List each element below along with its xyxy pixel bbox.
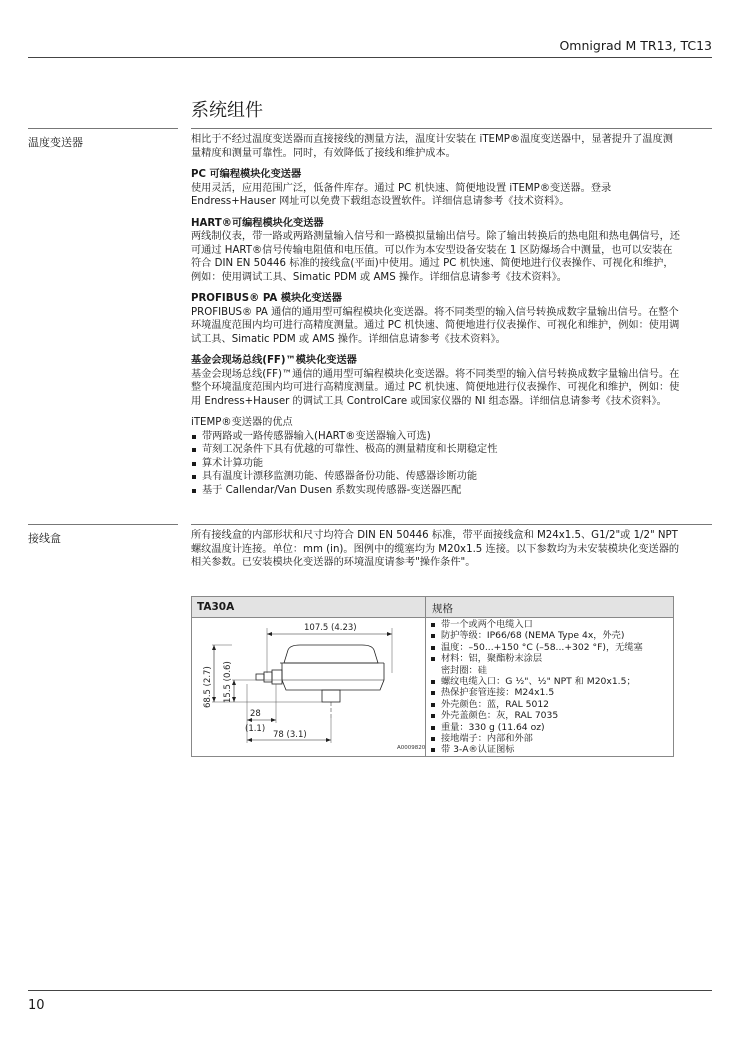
- table-header-spec: 规格: [432, 603, 453, 615]
- table-header-model: TA30A: [197, 601, 235, 613]
- spec-list-2: [430, 676, 670, 756]
- profibus-title: PROFIBUS® PA 模块化变送器: [191, 293, 342, 304]
- transmitter-intro: 相比于不经过温度变送器而直接接线的测量方法，温度计安装在 iTEMP®温度变送器中，显著提升了温度测量精度和测量可靠性。同时，有效降低了接线和维护成本。: [191, 134, 673, 159]
- dim-height-total: 68.5 (2.7): [203, 666, 213, 708]
- list-item: 具有温度计漂移监测功能、传感器备份功能、传感器诊断功能: [191, 470, 681, 484]
- dim-28-in: (1.1): [245, 724, 266, 734]
- transmitter-body: [191, 133, 681, 497]
- hart-title: HART®可编程模块化变送器: [191, 217, 324, 229]
- list-item: 重量：330 g (11.64 oz): [430, 722, 670, 733]
- seal-text: 密封圈：硅: [441, 664, 487, 676]
- dim-28: 28: [250, 709, 261, 719]
- list-item: 带 3-A®认证图标: [430, 744, 670, 755]
- list-item: 带两路或一路传感器输入(HART®变送器输入可选): [191, 430, 681, 444]
- footer-rule: [28, 990, 712, 991]
- advantages-title: iTEMP®变送器的优点: [191, 417, 293, 428]
- transmitter-label: 温度变送器: [28, 136, 83, 149]
- list-item: 带一个或两个电缆入口: [430, 619, 670, 630]
- section-title: 系统组件: [191, 100, 263, 121]
- ta30a-table: [191, 596, 674, 757]
- list-item: 热保护套管连接：M24x1.5: [430, 687, 670, 698]
- table-column-separator: [425, 597, 426, 756]
- document-title: Omnigrad M TR13, TC13: [559, 38, 712, 53]
- ff-title: 基金会现场总线(FF)™模块化变送器: [191, 355, 357, 366]
- dim-width: 107.5 (4.23): [304, 623, 357, 633]
- list-item: 材料：铝，聚酯粉末涂层: [430, 653, 670, 664]
- figure-id: A0009820: [397, 745, 426, 751]
- page-number: 10: [28, 998, 45, 1013]
- list-item: 算术计算功能: [191, 457, 681, 471]
- section-rule-left: [28, 524, 178, 525]
- section-rule-right: [191, 128, 712, 129]
- junction-label: 接线盒: [28, 532, 61, 545]
- spec-list: [430, 619, 670, 665]
- section-rule-right: [191, 524, 712, 525]
- list-item: 苛刻工况条件下具有优越的可靠性、极高的测量精度和长期稳定性: [191, 443, 681, 457]
- list-item: 防护等级：IP66/68 (NEMA Type 4x，外壳): [430, 630, 670, 641]
- dim-height-part: 15.5 (0.6): [223, 661, 233, 703]
- list-item: 螺纹电缆入口：G ½"、½" NPT 和 M20x1.5；: [430, 676, 670, 687]
- junction-box-drawing: [192, 618, 424, 755]
- junction-text: 所有接线盒的内部形状和尺寸均符合 DIN EN 50446 标准，带平面接线盒和 M24x1.5、G1/2"或 1/2" NPT 螺纹温度计连接。单位：mm (in)。图例中的缆塞均为 M20x1.5 连接。以下参数均为未安装模块化变送器的相关参数。已安装模块化变送器的环境温度请参考"操作条件"。: [191, 530, 680, 568]
- section-rule-left: [28, 128, 178, 129]
- list-item: 外壳盖颜色：灰，RAL 7035: [430, 710, 670, 721]
- hart-text: 两线制仪表，带一路或两路测量输入信号和一路模拟量输出信号。除了输出转换后的热电阻和热电偶信号，还可通过 HART®信号传输电阻值和电压值。可以作为本安型设备安装在 1 区防爆场合中测量，也可以安装在符合 DIN EN 50446 标准的接线盒(平面)中使用。通过 PC 机快速、简便地进行仪表操作、可视化和维护，例如：使用调试工具、Simatic PDM 或 AMS 操作。详细信息请参考《技术资料》。: [191, 231, 680, 283]
- pc-title: PC 可编程模块化变送器: [191, 169, 302, 180]
- spec-list-container: [430, 619, 670, 756]
- list-item: 基于 Callendar/Van Dusen 系数实现传感器-变送器匹配: [191, 484, 681, 498]
- ff-text: 基金会现场总线(FF)™通信的通用型可编程模块化变送器。将不同类型的输入信号转换成数字量输出信号。在整个环境温度范围内均可进行高精度测量。通过 PC 机快速、简便地进行仪表操作、可视化和维护，例如：使用 Endress+Hauser 的调试工具 ControlCare 或国家仪器的 NI 组态器。详细信息请参考《技术资料》。: [191, 368, 680, 407]
- pc-text: 使用灵活，应用范围广泛，低备件库存。通过 PC 机快速、简便地设置 iTEMP®变送器。登录 Endress+Hauser 网址可以免费下载组态设置软件。详细信息请参考《技术资料》。: [191, 182, 612, 207]
- profibus-text: PROFIBUS® PA 通信的通用型可编程模块化变送器。将不同类型的输入信号转换成数字量输出信号。在整个环境温度范围内均可进行高精度测量。通过 PC 机快速、简便地进行仪表操作、可视化和维护，例如：使用调试工具、Simatic PDM 或 AMS 操作。详细信息请参考《技术资料》。: [191, 306, 680, 345]
- header-rule: [28, 57, 712, 58]
- list-item: 外壳颜色：蓝，RAL 5012: [430, 699, 670, 710]
- dim-78: 78 (3.1): [273, 730, 307, 740]
- list-item: 接地端子：内部和外部: [430, 733, 670, 744]
- list-item: 温度：–50...+150 °C (–58...+302 °F)，无缆塞: [430, 642, 670, 653]
- advantages-list: [191, 430, 681, 498]
